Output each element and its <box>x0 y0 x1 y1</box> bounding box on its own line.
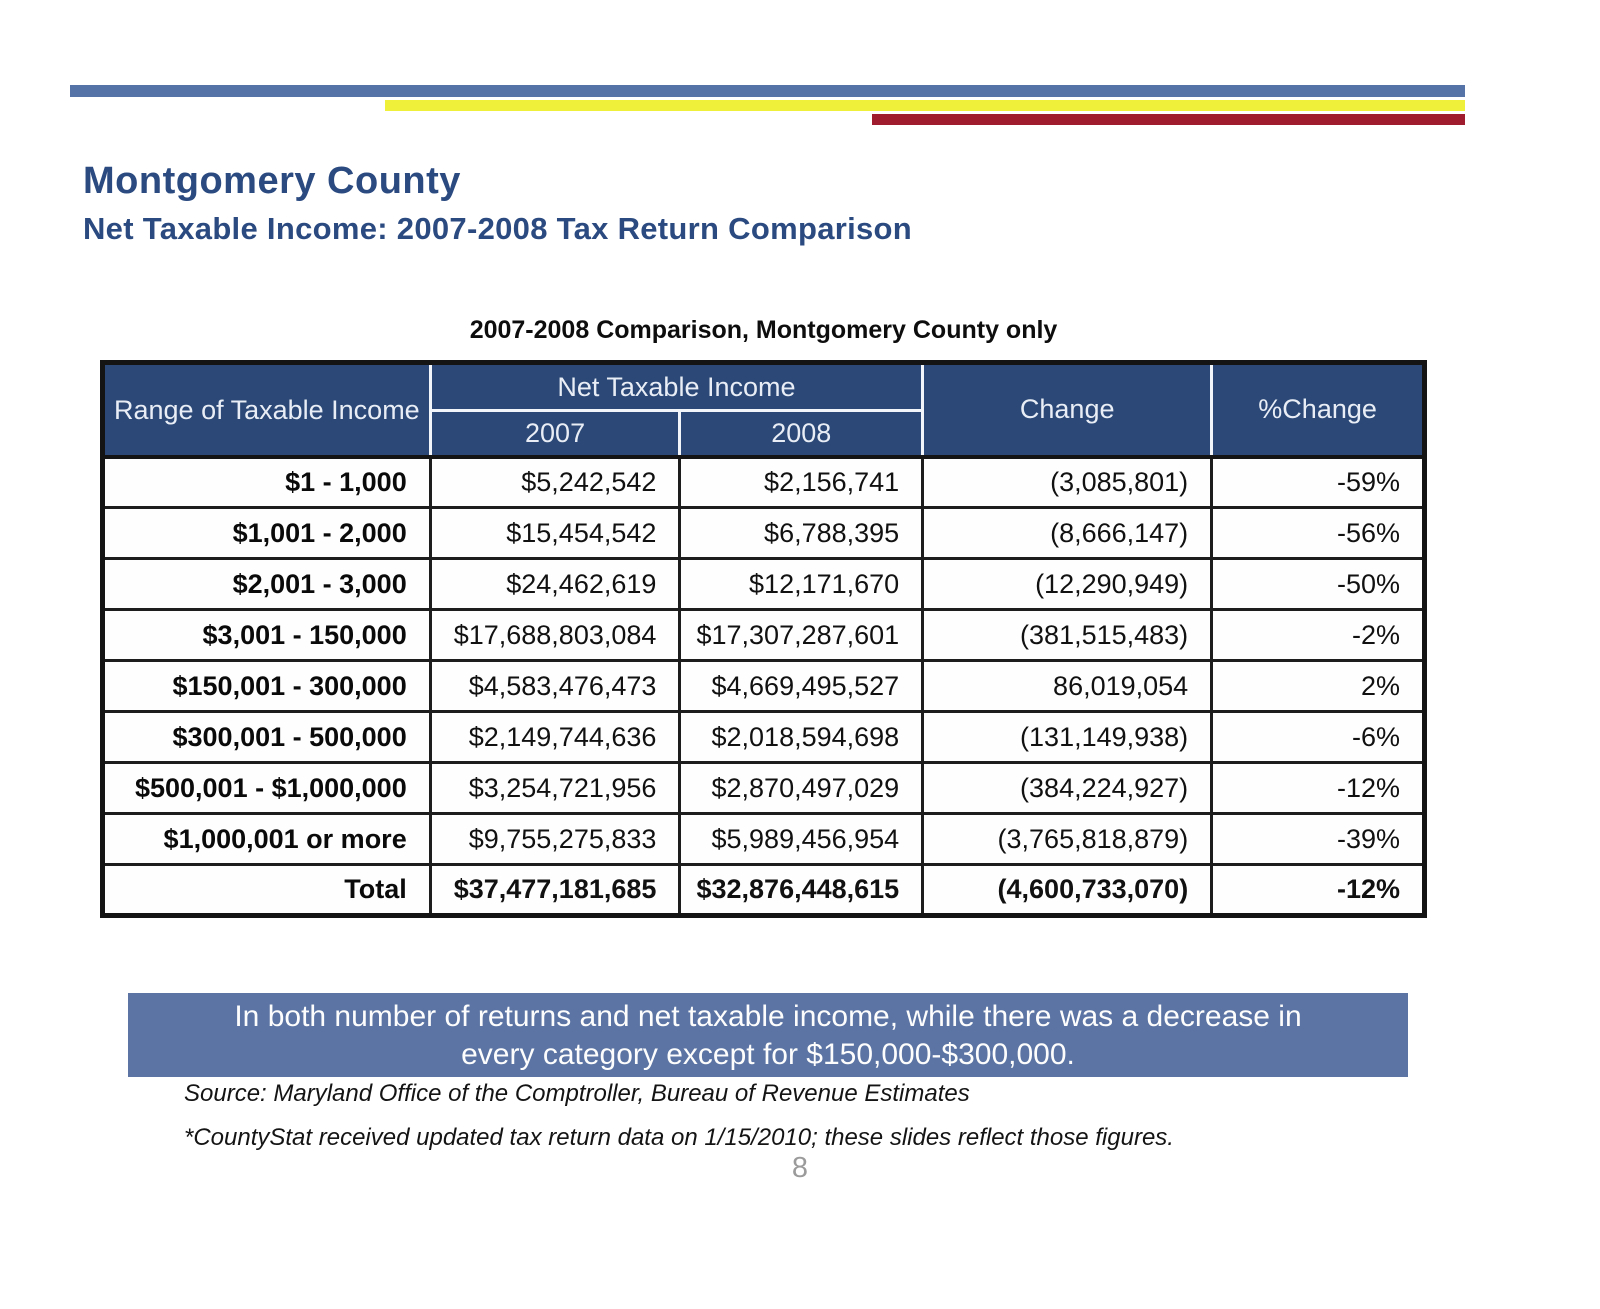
col-header-2007: 2007 <box>430 411 680 457</box>
table-row <box>103 457 1425 508</box>
top-bar-yellow <box>385 100 1465 111</box>
cell-total-label: Total <box>103 865 431 916</box>
cell-change: (12,290,949) <box>923 559 1212 610</box>
cell-pct-change: -39% <box>1212 814 1425 865</box>
title-block <box>83 160 912 247</box>
source-note: Source: Maryland Office of the Comptroller, Bureau of Revenue Estimates <box>184 1080 970 1107</box>
table-total-row <box>103 865 1425 916</box>
cell-2007: $5,242,542 <box>430 457 680 508</box>
callout-line-1: In both number of returns and net taxable income, while there was a decrease in <box>234 1000 1302 1033</box>
cell-2008: $4,669,495,527 <box>680 661 923 712</box>
cell-2007: $17,688,803,084 <box>430 610 680 661</box>
table-caption: 2007-2008 Comparison, Montgomery County only <box>469 316 1058 344</box>
cell-change: 86,019,054 <box>923 661 1212 712</box>
cell-total-change: (4,600,733,070) <box>923 865 1212 916</box>
cell-total-2008: $32,876,448,615 <box>680 865 923 916</box>
cell-change: (381,515,483) <box>923 610 1212 661</box>
top-bar-red <box>872 114 1465 125</box>
cell-2007: $15,454,542 <box>430 508 680 559</box>
cell-2007: $24,462,619 <box>430 559 680 610</box>
table-row <box>103 610 1425 661</box>
cell-range: $300,001 - 500,000 <box>103 712 431 763</box>
cell-pct-change: -12% <box>1212 763 1425 814</box>
cell-change: (3,085,801) <box>923 457 1212 508</box>
top-bar-blue <box>70 85 1465 97</box>
cell-change: (131,149,938) <box>923 712 1212 763</box>
col-header-range: Range of Taxable Income <box>103 363 431 457</box>
page-subtitle: Net Taxable Income: 2007-2008 Tax Return Comparison <box>83 211 913 246</box>
cell-range: $1 - 1,000 <box>103 457 431 508</box>
cell-range: $1,001 - 2,000 <box>103 508 431 559</box>
cell-range: $150,001 - 300,000 <box>103 661 431 712</box>
callout-line-2: every category except for $150,000-$300,000. <box>461 1038 1075 1071</box>
cell-pct-change: -56% <box>1212 508 1425 559</box>
cell-2008: $2,870,497,029 <box>680 763 923 814</box>
cell-2007: $2,149,744,636 <box>430 712 680 763</box>
cell-pct-change: -59% <box>1212 457 1425 508</box>
table-row <box>103 814 1425 865</box>
cell-2007: $9,755,275,833 <box>430 814 680 865</box>
cell-total-2007: $37,477,181,685 <box>430 865 680 916</box>
cell-2008: $6,788,395 <box>680 508 923 559</box>
cell-2007: $4,583,476,473 <box>430 661 680 712</box>
table-row <box>103 712 1425 763</box>
cell-range: $1,000,001 or more <box>103 814 431 865</box>
table-row <box>103 763 1425 814</box>
cell-2008: $17,307,287,601 <box>680 610 923 661</box>
table-row <box>103 559 1425 610</box>
income-table <box>100 360 1427 918</box>
col-header-pct-change: %Change <box>1212 363 1425 457</box>
callout-banner <box>128 993 1408 1077</box>
page-title: Montgomery County <box>83 160 461 202</box>
cell-total-pct-change: -12% <box>1212 865 1425 916</box>
cell-range: $500,001 - $1,000,000 <box>103 763 431 814</box>
cell-pct-change: -6% <box>1212 712 1425 763</box>
page-number: 8 <box>791 1152 809 1184</box>
cell-change: (384,224,927) <box>923 763 1212 814</box>
table-row <box>103 508 1425 559</box>
data-note: *CountyStat received updated tax return data on 1/15/2010; these slides reflect those figures. <box>184 1124 1174 1151</box>
cell-change: (3,765,818,879) <box>923 814 1212 865</box>
cell-range: $3,001 - 150,000 <box>103 610 431 661</box>
col-header-change: Change <box>923 363 1212 457</box>
table-row <box>103 661 1425 712</box>
cell-2008: $2,156,741 <box>680 457 923 508</box>
cell-2008: $12,171,670 <box>680 559 923 610</box>
cell-2007: $3,254,721,956 <box>430 763 680 814</box>
cell-2008: $5,989,456,954 <box>680 814 923 865</box>
cell-pct-change: 2% <box>1212 661 1425 712</box>
col-header-net-taxable-income: Net Taxable Income <box>430 363 922 411</box>
cell-pct-change: -2% <box>1212 610 1425 661</box>
table-header-row-1 <box>103 363 1425 411</box>
cell-2008: $2,018,594,698 <box>680 712 923 763</box>
cell-change: (8,666,147) <box>923 508 1212 559</box>
cell-pct-change: -50% <box>1212 559 1425 610</box>
col-header-2008: 2008 <box>680 411 923 457</box>
cell-range: $2,001 - 3,000 <box>103 559 431 610</box>
